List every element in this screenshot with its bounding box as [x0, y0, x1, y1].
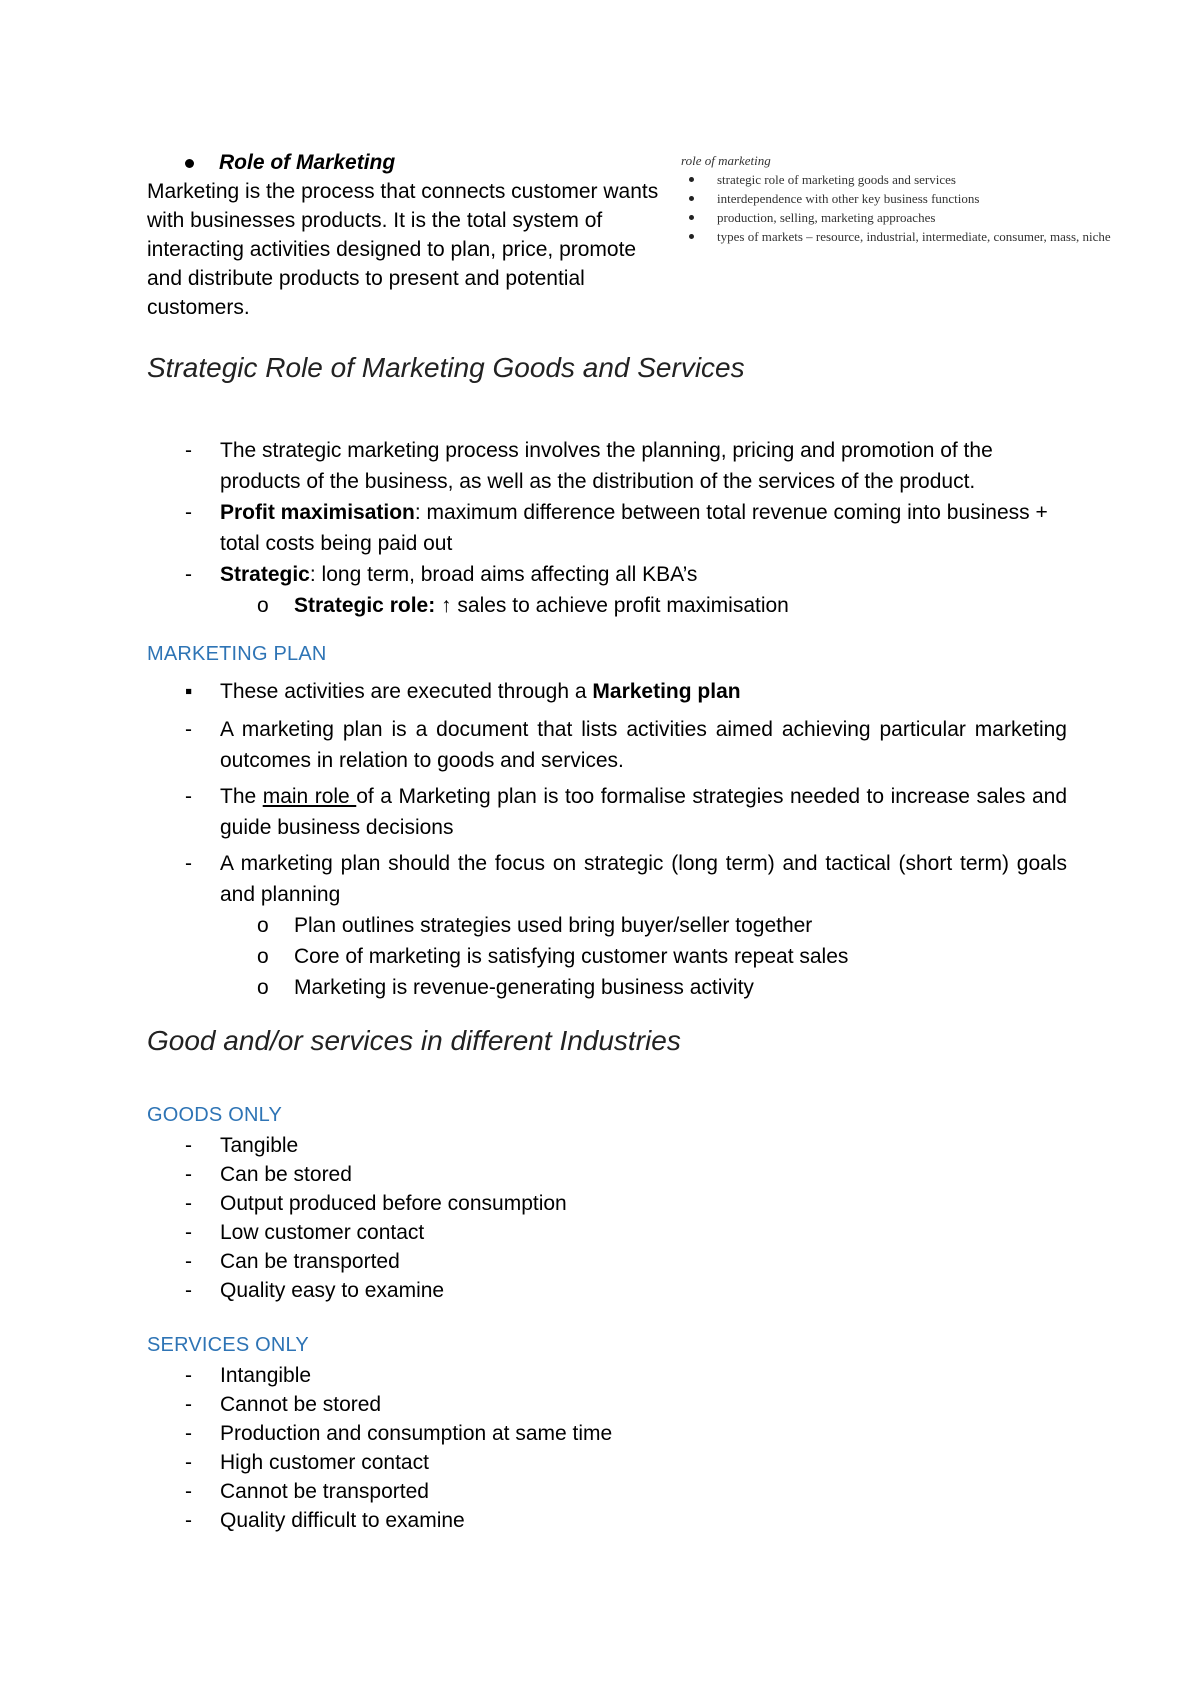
dash-marker: - [185, 718, 192, 741]
inset-item: interdependence with other key business functions [681, 189, 1196, 208]
bullet-icon [689, 215, 694, 220]
sub-list-item: o Core of marketing is satisfying customer wants repeat sales [147, 941, 1067, 972]
bullet-icon [689, 196, 694, 201]
sub-list-item: o Marketing is revenue-generating business activity [147, 972, 1067, 1003]
services-only-list [147, 1361, 1067, 1535]
list-item: - A marketing plan is a document that lists activities aimed achieving particular marketing outcomes in relation to goods and services. [147, 714, 1067, 776]
dash-marker: - [185, 1422, 192, 1445]
dash-marker: - [185, 439, 192, 462]
bullet-icon [689, 177, 694, 182]
role-of-marketing-title: Role of Marketing [147, 148, 667, 177]
dash-marker: - [185, 1509, 192, 1532]
sub-list-item: o Plan outlines strategies used bring buyer/seller together [147, 910, 1067, 941]
dash-marker: - [185, 1279, 192, 1302]
list-item: - The strategic marketing process involves the planning, pricing and promotion of the products of the business, as well as the distribution of the services of the product. [147, 435, 1067, 497]
marketing-plan-heading: MARKETING PLAN [147, 643, 327, 665]
circle-marker: o [257, 945, 269, 968]
bullet-icon [185, 159, 194, 168]
square-marker: ▪ [185, 680, 193, 703]
list-item: - Cannot be stored [147, 1390, 1067, 1419]
inset-item: strategic role of marketing goods and services [681, 170, 1196, 189]
list-item: - The main role of a Marketing plan is too formalise strategies needed to increase sales and guide business decisions [147, 781, 1067, 843]
inset-item: types of markets – resource, industrial, intermediate, consumer, mass, niche [681, 227, 1196, 246]
bullet-icon [689, 234, 694, 239]
list-item: ▪ These activities are executed through a Marketing plan [147, 676, 1067, 707]
dash-marker: - [185, 1364, 192, 1387]
list-item: - A marketing plan should the focus on strategic (long term) and tactical (short term) goals and planning [147, 848, 1067, 910]
list-item: - Can be transported [147, 1247, 1067, 1276]
sub-list-item: o Strategic role: ↑ sales to achieve profit maximisation [147, 590, 1067, 621]
role-of-marketing-description: Marketing is the process that connects customer wants with businesses products. It is the total system of interacting activities designed to plan, price, promote and distribute products to present and potential customers. [147, 180, 659, 319]
list-item: - Quality difficult to examine [147, 1506, 1067, 1535]
list-item: - Low customer contact [147, 1218, 1067, 1247]
dash-marker: - [185, 1192, 192, 1215]
list-item: - Can be stored [147, 1160, 1067, 1189]
list-item: - Profit maximisation: maximum difference between total revenue coming into business + total costs being paid out [147, 497, 1067, 559]
goods-only-heading: GOODS ONLY [147, 1104, 282, 1126]
strategic-list [147, 435, 1067, 621]
goods-only-list [147, 1131, 1067, 1305]
dash-marker: - [185, 1163, 192, 1186]
circle-marker: o [257, 594, 269, 617]
dash-marker: - [185, 501, 192, 524]
dash-marker: - [185, 1221, 192, 1244]
dash-marker: - [185, 1451, 192, 1474]
dash-marker: - [185, 785, 192, 808]
strategic-role-heading: Strategic Role of Marketing Goods and Services [147, 352, 745, 383]
inset-title: role of marketing [681, 153, 771, 168]
circle-marker: o [257, 976, 269, 999]
services-only-heading: SERVICES ONLY [147, 1334, 309, 1356]
list-item: - High customer contact [147, 1448, 1067, 1477]
dash-marker: - [185, 1393, 192, 1416]
list-item: - Tangible [147, 1131, 1067, 1160]
syllabus-inset [681, 152, 1196, 246]
list-item: - Cannot be transported [147, 1477, 1067, 1506]
list-item: - Intangible [147, 1361, 1067, 1390]
dash-marker: - [185, 1250, 192, 1273]
industries-heading: Good and/or services in different Industries [147, 1025, 681, 1056]
dash-marker: - [185, 1134, 192, 1157]
circle-marker: o [257, 914, 269, 937]
list-item: - Strategic: long term, broad aims affecting all KBA’s [147, 559, 1067, 590]
dash-marker: - [185, 1480, 192, 1503]
dash-marker: - [185, 852, 192, 875]
inset-item: production, selling, marketing approaches [681, 208, 1196, 227]
list-item: - Output produced before consumption [147, 1189, 1067, 1218]
list-item: - Quality easy to examine [147, 1276, 1067, 1305]
role-of-marketing-block [147, 148, 667, 322]
marketing-plan-list [147, 676, 1067, 1003]
inset-list [681, 170, 1196, 246]
list-item: - Production and consumption at same time [147, 1419, 1067, 1448]
dash-marker: - [185, 563, 192, 586]
